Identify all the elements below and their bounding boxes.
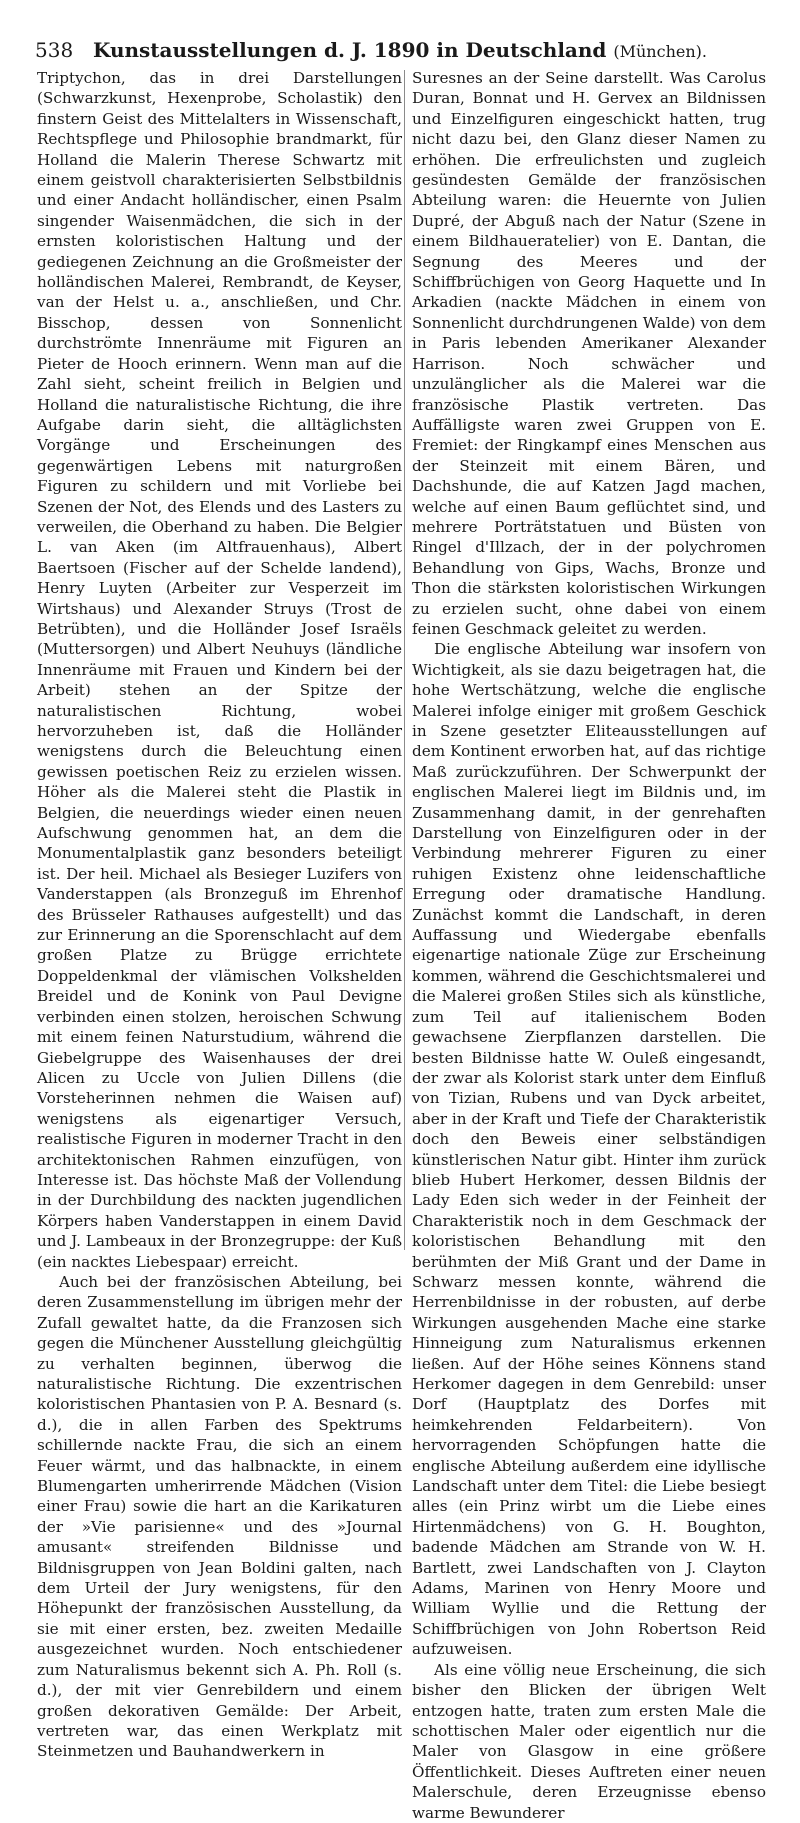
running-title — [35, 38, 765, 62]
page-number: 538 — [35, 38, 74, 62]
paragraph: Als eine völlig neue Erscheinung, die sich bisher den Blicken der übrigen Welt entzogen hatte, traten zum ersten Male die schottischen Maler oder eigentlich nur die Maler von Glasgow in eine größere Öffentlichkeit. Dieses Auftreten einer neuen Malerschule, deren Erzeugnisse ebenso warme Bewunderer — [412, 1660, 766, 1822]
column-divider — [404, 70, 405, 1250]
running-header — [35, 34, 765, 70]
left-column — [37, 68, 402, 1762]
running-title-text: Kunstausstellungen d. J. 1890 in Deutschland — [93, 38, 607, 62]
paragraph: Die englische Abteilung war insofern von Wichtigkeit, als sie dazu beigetragen hat, die hohe Wertschätzung, welche die englische Malerei infolge einiger mit großem Geschick in Szene gesetzter Eliteausstellungen auf dem Kontinent erworben hat, auf das richtige Maß zurückzuführen. Der Schwerpunkt der englischen Malerei liegt im Bildnis und, im Zusammenhang damit, in der genrehaften Darstellung von Einzelfiguren oder in der Verbindung mehrerer Figuren zu einer ruhigen Existenz ohne leidenschaftliche Erregung oder dramatische Handlung. Zunächst kommt die Landschaft, in deren Auffassung und Wiedergabe ebenfalls eigenartige nationale Züge zur Erscheinung kommen, während die Geschichtsmalerei und die Malerei großen Stiles sich als künstliche, zum Teil auf italienischem Boden gewachsene Zierpflanzen darstellen. Die besten Bildnisse hatte W. Ouleß eingesandt, der zwar als Kolorist stark unter dem Einfluß von Tizian, Rubens und van Dyck arbeitet, aber in der Kraft und Tiefe der Charakteristik doch den Beweis einer selbständigen künstlerischen Natur gibt. Hinter ihm zurück blieb Hubert Herkomer, dessen Bildnis der Lady Eden sich weder in der Feinheit der Charakteristik noch in dem Geschmack der koloristischen Behandlung mit den berühmten der Miß Grant und der Dame in Schwarz messen konnte, während die Herrenbildnisse in der robusten, auf derbe Wirkungen ausgehenden Mache eine starke Hinneigung zum Naturalismus erkennen ließen. Auf der Höhe seines Könnens stand Herkomer dagegen in dem Genrebild: unser Dorf (Hauptplatz des Dorfes mit heimkehrenden Feldarbeitern). Von hervorragenden Schöpfungen hatte die englische Abteilung außerdem eine idyllische Landschaft unter dem Titel: die Liebe besiegt alles (ein Prinz wirbt um die Liebe eines Hirtenmädchens) von G. H. Boughton, badende Mädchen am Strande von W. H. Bartlett, zwei Landschaften von J. Clayton Adams, Marinen von Henry Moore und William Wyllie und die Rettung der Schiffbrüchigen von John Robertson Reid aufzuweisen. — [412, 640, 766, 1659]
paragraph: Triptychon, das in drei Darstellungen (Schwarzkunst, Hexenprobe, Scholastik) den finstern Geist des Mittelalters in Wissenschaft, Rechtspflege und Philosophie brandmarkt, für Holland die Malerin Therese Schwartz mit einem geistvoll charakterisierten Selbstbildnis und einer Andacht holländischer, einen Psalm singender Waisenmädchen, die sich in der ernsten koloristischen Haltung und der gediegenen Zeichnung an die Großmeister der holländischen Malerei, Rembrandt, de Keyser, van der Helst u. a., anschließen, und Chr. Bisschop, dessen von Sonnenlicht durchströmte Innenräume mit Figuren an Pieter de Hooch erinnern. Wenn man auf die Zahl sieht, scheint freilich in Belgien und Holland die naturalistische Richtung, die ihre Aufgabe darin sieht, die alltäglichsten Vorgänge und Erscheinungen des gegenwärtigen Lebens mit naturgroßen Figuren zu schildern und mit Vorliebe bei Szenen der Not, des Elends und des Lasters zu verweilen, die Oberhand zu haben. Die Belgier L. van Aken (im Altfrauenhaus), Albert Baertsoen (Fischer auf der Schelde landend), Henry Luyten (Arbeiter zur Vesperzeit im Wirtshaus) und Alexander Struys (Trost de Betrübten), und die Holländer Josef Israëls (Muttersorgen) und Albert Neuhuys (ländliche Innenräume mit Frauen und Kindern bei der Arbeit) stehen an der Spitze der naturalistischen Richtung, wobei hervorzuheben ist, daß die Holländer wenigstens durch die Beleuchtung einen gewissen poetischen Reiz zu erzielen wissen. Höher als die Malerei steht die Plastik in Belgien, die neuerdings wieder einen neuen Aufschwung genommen hat, an dem die Monumentalplastik ganz besonders beteiligt ist. Der heil. Michael als Besieger Luzifers von Vanderstappen (als Bronzeguß im Ehrenhof des Brüsseler Rathauses aufgestellt) und das zur Erinnerung an die Sporenschlacht auf dem großen Platze zu Brügge errichtete Doppeldenkmal der vlämischen Volkshelden Breidel und de Konink von Paul Devigne verbinden einen stolzen, heroischen Schwung mit einem feinen Naturstudium, während die Giebelgruppe des Waisenhauses der drei Alicen zu Uccle von Julien Dillens (die Vorsteherinnen nehmen die Waisen auf) wenigstens als eigenartiger Versuch, realistische Figuren in moderner Tracht in den architektonischen Rahmen einzufügen, von Interesse ist. Das höchste Maß der Vollendung in der Durchbildung des nackten jugendlichen Körpers haben Vanderstappen in einem David und J. Lambeaux in der Bronzegruppe: der Kuß (ein nacktes Liebespaar) erreicht. — [37, 69, 402, 1271]
paragraph: Suresnes an der Seine darstellt. Was Carolus Duran, Bonnat und H. Gervex an Bildnissen und Einzelfiguren eingeschickt hatten, trug nicht dazu bei, den Glanz dieser Namen zu erhöhen. Die erfreulichsten und zugleich gesündesten Gemälde der französischen Abteilung waren: die Heuernte von Julien Dupré, der Abguß nach der Natur (Szene in einem Bildhaueratelier) von E. Dantan, die Segnung des Meeres und der Schiffbrüchigen von Georg Haquette und In Arkadien (nackte Mädchen in einem von Sonnenlicht durchdrungenen Walde) von dem in Paris lebenden Amerikaner Alexander Harrison. Noch schwächer und unzulänglicher als die Malerei war die französische Plastik vertreten. Das Auffälligste waren zwei Gruppen von E. Fremiet: der Ringkampf eines Menschen aus der Steinzeit mit einem Bären, und Dachshunde, die auf Katzen Jagd machen, welche auf einen Baum geflüchtet sind, und mehrere Porträtstatuen und Büsten von Ringel d'Illzach, der in der polychromen Behandlung von Gips, Wachs, Bronze und Thon die stärksten koloristischen Wirkungen zu erzielen sucht, ohne dabei von einem feinen Geschmack geleitet zu werden. — [412, 69, 766, 638]
paragraph: Auch bei der französischen Abteilung, bei deren Zusammenstellung im übrigen mehr der Zufall gewaltet hatte, da die Franzosen sich gegen die Münchener Ausstellung gleichgültig zu verhalten beginnen, überwog die naturalistische Richtung. Die exzentrischen koloristischen Phantasien von P. A. Besnard (s. d.), die in allen Farben des Spektrums schillernde nackte Frau, die sich an einem Feuer wärmt, und das halbnackte, in einem Blumengarten umherirrende Mädchen (Vision einer Frau) sowie die hart an die Karikaturen der »Vie parisienne« und des »Journal amusant« streifenden Bildnisse und Bildnisgruppen von Jean Boldini galten, nach dem Urteil der Jury wenigstens, für den Höhepunkt der französischen Ausstellung, da sie mit einer ersten, bez. zweiten Medaille ausgezeichnet wurden. Noch entschiedener zum Naturalismus bekennt sich A. Ph. Roll (s. d.), der mit vier Genrebildern und einem großen dekorativen Gemälde: Der Arbeit, vertreten war, das einen Werkplatz mit Steinmetzen und Bauhandwerkern in — [37, 1272, 402, 1761]
right-column — [412, 68, 766, 1823]
running-title-location: (München). — [613, 42, 707, 61]
